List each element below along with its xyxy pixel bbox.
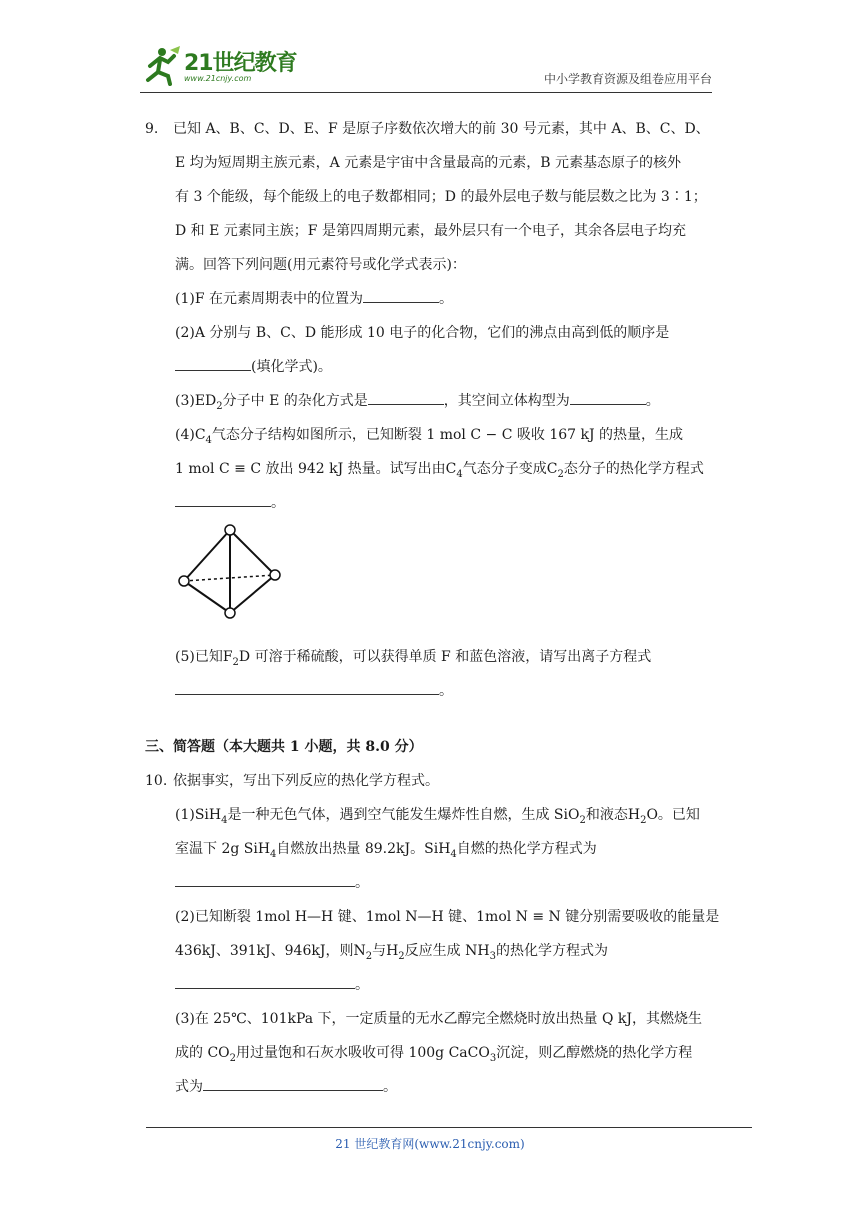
question-number: 10. xyxy=(145,773,168,789)
q9-part-5: (5)已知$F_2D$ 可溶于稀硫酸，可以获得单质 F 和蓝色溶液，请写出离子方程式 xyxy=(175,649,652,668)
q9-part-4: $(4)C_4$气态分子结构如图所示，已知断裂 1 mol C − C 吸收 167 kJ 的热量，生成 xyxy=(175,427,684,446)
q9-part-3: $(3)ED_2$分子中 E 的杂化方式是 ，其空间立体构型为 。 xyxy=(145,384,725,418)
tetrahedron-diagram xyxy=(172,520,292,620)
answer-blank[interactable] xyxy=(368,390,444,405)
bond-left-bottom xyxy=(184,581,230,613)
answer-blank[interactable] xyxy=(175,356,251,371)
answer-blank[interactable] xyxy=(570,390,646,405)
q9-part-1: (1)F 在元素周期表中的位置为 。 xyxy=(145,282,725,316)
answer-blank[interactable] xyxy=(175,872,355,887)
q9-line-2: E 均为短周期主族元素，A 元素是宇宙中含量最高的元素，B 元素基态原子的核外 xyxy=(175,155,681,171)
q10-part-1-blank: 。 xyxy=(145,866,725,900)
footer-divider xyxy=(146,1127,752,1128)
atom-bottom xyxy=(225,608,235,618)
q10-part-3-blank: 式为 。 xyxy=(145,1070,725,1104)
platform-name: 中小学教育资源及组卷应用平台 xyxy=(543,72,712,86)
q10-part-1: (1)SiH$_4$是一种无色气体，遇到空气能发生爆炸性自燃，生成 SiO$_2$和液态$H_2O$。已知 xyxy=(175,807,700,826)
q9-part-5-blank: 。 xyxy=(145,674,725,708)
question-number: 9. xyxy=(145,121,159,137)
q9-part-2: (2)A 分别与 B、C、D 能形成 10 电子的化合物，它们的沸点由高到低的顺序是 xyxy=(175,325,670,341)
atom-left xyxy=(179,576,189,586)
atom-right xyxy=(270,570,280,580)
q10-intro: 10. 依据事实，写出下列反应的热化学方程式。 xyxy=(145,764,725,798)
bond-right-bottom xyxy=(230,575,275,613)
runner-logo-icon xyxy=(140,44,184,88)
q10-part-2-cont: 436kJ、391kJ、946kJ，则$N_2$与$H_2$反应生成 $NH_3$的热化学方程式为 xyxy=(175,943,608,962)
bond-top-right xyxy=(230,530,275,575)
q9-part-2-cont: (填化学式)。 xyxy=(145,350,725,384)
q10-part-1-cont: 室温下 2g SiH$_4$自燃放出热量 89.2kJ。SiH$_4$自燃的热化学方程式为 xyxy=(175,841,597,860)
q9-part-4-cont: 1 mol C ≡ C 放出 942 kJ 热量。试写出由$C_4$气态分子变成$C_2$态分子的热化学方程式 xyxy=(175,461,704,480)
logo-url: www.21cnjy.com xyxy=(184,74,252,83)
q9-part-4-blank: 。 xyxy=(145,486,725,520)
page-header xyxy=(140,40,712,93)
answer-blank[interactable] xyxy=(175,974,355,989)
logo-text: 21世纪教育 xyxy=(184,51,297,76)
q9-line-4: D 和 E 元素同主族；F 是第四周期元素，最外层只有一个电子，其余各层电子均充 xyxy=(175,223,686,239)
q10-part-3-cont: 成的 $CO_2$用过量饱和石灰水吸收可得 100g CaCO$_3$沉淀，则乙醇燃烧的热化学方程 xyxy=(175,1045,693,1064)
q9-line-5: 满。回答下列问题(用元素符号或化学式表示)： xyxy=(175,257,466,273)
logo xyxy=(140,40,340,90)
q9-line-3: 有 3 个能级，每个能级上的电子数都相同；D 的最外层电子数与能层数之比为 3∶1； xyxy=(175,189,707,205)
footer-link[interactable]: 21 世纪教育网(www.21cnjy.com) xyxy=(335,1137,525,1151)
q10-part-2: (2)已知断裂 1mol H—H 键、1mol N—H 键、1mol N ≡ N 键分别需要吸收的能量是 xyxy=(175,909,720,925)
atom-top xyxy=(225,525,235,535)
q9-line-1: 9. 已知 A、B、C、D、E、F 是原子序数依次增大的前 30 号元素，其中 A、B、C、D、 xyxy=(145,112,725,146)
answer-blank[interactable] xyxy=(203,1076,383,1091)
q10-part-3: (3)在 25℃、101kPa 下，一定质量的无水乙醇完全燃烧时放出热量 Q kJ，其燃烧生 xyxy=(175,1011,703,1027)
q10-part-2-blank: 。 xyxy=(145,968,725,1002)
answer-blank[interactable] xyxy=(175,492,271,507)
section-title: 三、简答题（本大题共 1 小题，共 8.0 分） xyxy=(145,739,423,755)
answer-blank[interactable] xyxy=(363,288,439,303)
answer-blank[interactable] xyxy=(175,680,439,695)
bond-top-left xyxy=(184,530,230,581)
